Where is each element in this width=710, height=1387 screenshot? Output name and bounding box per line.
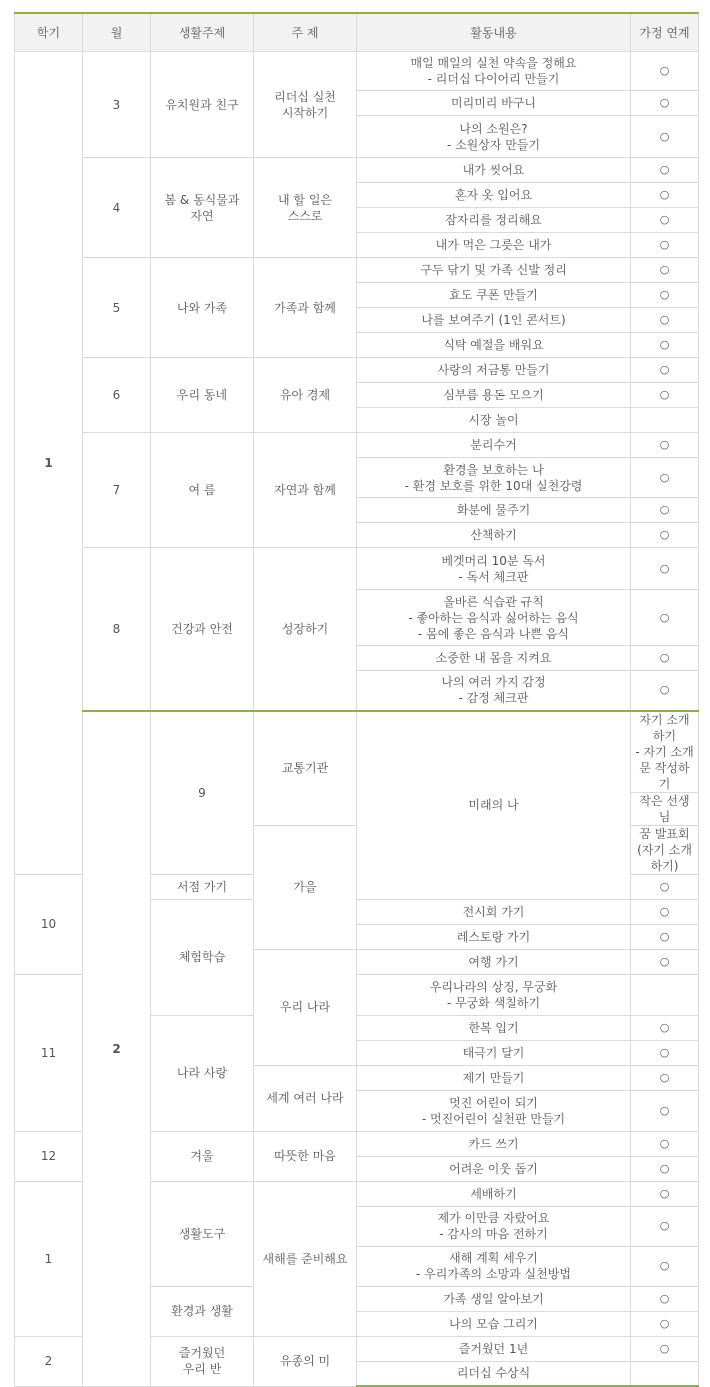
activity-cell: 내가 먹은 그릇은 내가 (357, 233, 631, 258)
theme-cell: 유종의 미 (254, 1336, 357, 1386)
activity-cell: 즐거웠던 1년 (357, 1336, 631, 1361)
home-link-mark: ○ (631, 433, 699, 458)
home-link-mark: ○ (631, 233, 699, 258)
home-link-mark: ○ (631, 1336, 699, 1361)
activity-cell: 베겟머리 10분 독서 - 독서 체크판 (357, 548, 631, 590)
table-row (15, 158, 699, 183)
activity-cell: 서점 가기 (151, 874, 254, 899)
home-link-mark: ○ (631, 646, 699, 671)
home-link-mark: ○ (631, 1286, 699, 1311)
home-link-empty (631, 1361, 699, 1386)
theme-cell: 유아 경제 (254, 358, 357, 433)
activity-cell: 구두 닦기 및 가족 신발 정리 (357, 258, 631, 283)
activity-cell: 혼자 옷 입어요 (357, 183, 631, 208)
home-link-mark: ○ (631, 116, 699, 158)
home-link-mark: ○ (631, 383, 699, 408)
month-cell: 1 (15, 1181, 83, 1336)
month-cell: 8 (83, 548, 151, 711)
theme-cell: 자연과 함께 (254, 433, 357, 548)
home-link-mark: ○ (631, 874, 699, 899)
life-topic-cell: 우리 나라 (254, 949, 357, 1065)
home-link-mark: ○ (631, 158, 699, 183)
header-theme: 주 제 (254, 13, 357, 52)
home-link-mark: ○ (631, 1040, 699, 1065)
activity-cell: 세배하기 (357, 1181, 631, 1206)
month-cell: 9 (151, 711, 254, 875)
home-link-mark: ○ (631, 183, 699, 208)
header-activity: 활동내용 (357, 13, 631, 52)
theme-cell: 미래의 나 (357, 711, 631, 900)
activity-cell: 분리수거 (357, 433, 631, 458)
activity-cell: 작은 선생님 (631, 792, 699, 825)
activity-cell: 여행 가기 (357, 949, 631, 974)
home-link-mark: ○ (631, 1206, 699, 1246)
home-link-mark: ○ (631, 91, 699, 116)
theme-cell: 나라 사랑 (151, 1015, 254, 1131)
activity-cell: 산책하기 (357, 523, 631, 548)
activity-cell: 카드 쓰기 (357, 1131, 631, 1156)
activity-cell: 시장 놀이 (357, 408, 631, 433)
life-topic-cell: 여 름 (151, 433, 254, 548)
home-link-mark: ○ (631, 924, 699, 949)
home-link-mark: ○ (631, 523, 699, 548)
activity-cell: 레스토랑 가기 (357, 924, 631, 949)
table-row (15, 548, 699, 590)
home-link-mark: ○ (631, 949, 699, 974)
home-link-mark: ○ (631, 1065, 699, 1090)
activity-cell: 제가 이만큼 자랐어요 - 감사의 마음 전하기 (357, 1206, 631, 1246)
home-link-mark: ○ (631, 671, 699, 711)
theme-cell: 따뜻한 마음 (254, 1131, 357, 1181)
home-link-empty (631, 408, 699, 433)
home-link-mark: ○ (631, 1311, 699, 1336)
activity-cell: 매일 매일의 실천 약속을 정해요 - 리더십 다이어리 만들기 (357, 52, 631, 91)
theme-cell: 체험학습 (151, 899, 254, 1015)
activity-cell: 잠자리를 정리해요 (357, 208, 631, 233)
header-semester: 학기 (15, 13, 83, 52)
month-cell: 6 (83, 358, 151, 433)
activity-cell: 제기 만들기 (357, 1065, 631, 1090)
home-link-empty (631, 974, 699, 1015)
header-row (15, 13, 699, 52)
activity-cell: 소중한 내 몸을 지켜요 (357, 646, 631, 671)
activity-cell: 올바른 식습관 규칙 - 좋아하는 음식과 싫어하는 음식 - 몸에 좋은 음식과 나쁜 음식 (357, 590, 631, 646)
life-topic-cell: 겨울 (151, 1131, 254, 1181)
home-link-mark: ○ (631, 52, 699, 91)
home-link-mark: ○ (631, 498, 699, 523)
theme-cell: 새해를 준비해요 (254, 1181, 357, 1336)
month-cell: 4 (83, 158, 151, 258)
activity-cell: 사랑의 저금통 만들기 (357, 358, 631, 383)
table-row (15, 433, 699, 458)
theme-cell: 내 할 일은 스스로 (254, 158, 357, 258)
table-row (15, 358, 699, 383)
home-link-mark: ○ (631, 358, 699, 383)
activity-cell: 내가 씻어요 (357, 158, 631, 183)
life-topic-cell: 즐거웠던 우리 반 (151, 1336, 254, 1386)
activity-cell: 환경을 보호하는 나 - 환경 보호를 위한 10대 실천강령 (357, 458, 631, 498)
activity-cell: 나의 모습 그리기 (357, 1311, 631, 1336)
month-cell: 11 (15, 974, 83, 1131)
activity-cell: 리더십 수상식 (357, 1361, 631, 1386)
life-topic-cell: 교통기관 (254, 711, 357, 826)
activity-cell: 심부름 용돈 모으기 (357, 383, 631, 408)
activity-cell: 전시회 가기 (357, 899, 631, 924)
month-cell: 2 (15, 1336, 83, 1386)
header-home-link: 가정 연계 (631, 13, 699, 52)
header-month: 월 (83, 13, 151, 52)
life-topic-cell: 나와 가족 (151, 258, 254, 358)
activity-cell: 미리미리 바구니 (357, 91, 631, 116)
semester-cell: 2 (83, 711, 151, 1387)
home-link-mark: ○ (631, 1090, 699, 1131)
activity-cell: 태극기 달기 (357, 1040, 631, 1065)
semester-cell: 1 (15, 52, 83, 875)
activity-cell: 멋진 어린이 되기 - 멋진어린이 실천판 만들기 (357, 1090, 631, 1131)
theme-cell: 리더십 실천 시작하기 (254, 52, 357, 158)
home-link-mark: ○ (631, 548, 699, 590)
life-topic-cell: 유치원과 친구 (151, 52, 254, 158)
theme-cell: 가족과 함께 (254, 258, 357, 358)
home-link-mark: ○ (631, 1015, 699, 1040)
activity-cell: 새해 계획 세우기 - 우리가족의 소망과 실천방법 (357, 1246, 631, 1286)
home-link-mark: ○ (631, 333, 699, 358)
month-cell: 7 (83, 433, 151, 548)
activity-cell: 나의 소원은? - 소원상자 만들기 (357, 116, 631, 158)
life-topic-cell: 환경과 생활 (151, 1286, 254, 1336)
month-cell: 12 (15, 1131, 83, 1181)
activity-cell: 한복 입기 (357, 1015, 631, 1040)
activity-cell: 어려운 이웃 돕기 (357, 1156, 631, 1181)
month-cell: 3 (83, 52, 151, 158)
home-link-mark: ○ (631, 458, 699, 498)
home-link-mark: ○ (631, 1246, 699, 1286)
life-topic-cell: 생활도구 (151, 1181, 254, 1286)
life-topic-cell: 가을 (254, 825, 357, 949)
table-row (15, 711, 699, 793)
theme-cell: 성장하기 (254, 548, 357, 711)
home-link-mark: ○ (631, 308, 699, 333)
activity-cell: 우리나라의 상징, 무궁화 - 무궁화 색칠하기 (357, 974, 631, 1015)
table-row (15, 258, 699, 283)
activity-cell: 식탁 예절을 배워요 (357, 333, 631, 358)
home-link-mark: ○ (631, 1131, 699, 1156)
home-link-mark: ○ (631, 899, 699, 924)
curriculum-table (14, 12, 699, 1387)
home-link-mark: ○ (631, 208, 699, 233)
curriculum-table-container (14, 12, 698, 1387)
activity-cell: 나를 보여주기 (1인 콘서트) (357, 308, 631, 333)
life-topic-cell: 건강과 안전 (151, 548, 254, 711)
activity-cell: 나의 여러 가지 감정 - 감정 체크판 (357, 671, 631, 711)
activity-cell: 가족 생일 알아보기 (357, 1286, 631, 1311)
table-row (15, 52, 699, 91)
activity-cell: 꿈 발표회(자기 소개하기) (631, 825, 699, 874)
home-link-mark: ○ (631, 1156, 699, 1181)
header-life-topic: 생활주제 (151, 13, 254, 52)
home-link-mark: ○ (631, 590, 699, 646)
activity-cell: 자기 소개하기 - 자기 소개문 작성하기 (631, 711, 699, 793)
home-link-mark: ○ (631, 258, 699, 283)
month-cell: 5 (83, 258, 151, 358)
activity-cell: 효도 쿠폰 만들기 (357, 283, 631, 308)
home-link-mark: ○ (631, 283, 699, 308)
month-cell: 10 (15, 874, 83, 974)
activity-cell: 화분에 물주기 (357, 498, 631, 523)
life-topic-cell: 우리 동네 (151, 358, 254, 433)
life-topic-cell: 봄 & 동식물과 자연 (151, 158, 254, 258)
home-link-mark: ○ (631, 1181, 699, 1206)
life-topic-cell: 세계 여러 나라 (254, 1065, 357, 1131)
